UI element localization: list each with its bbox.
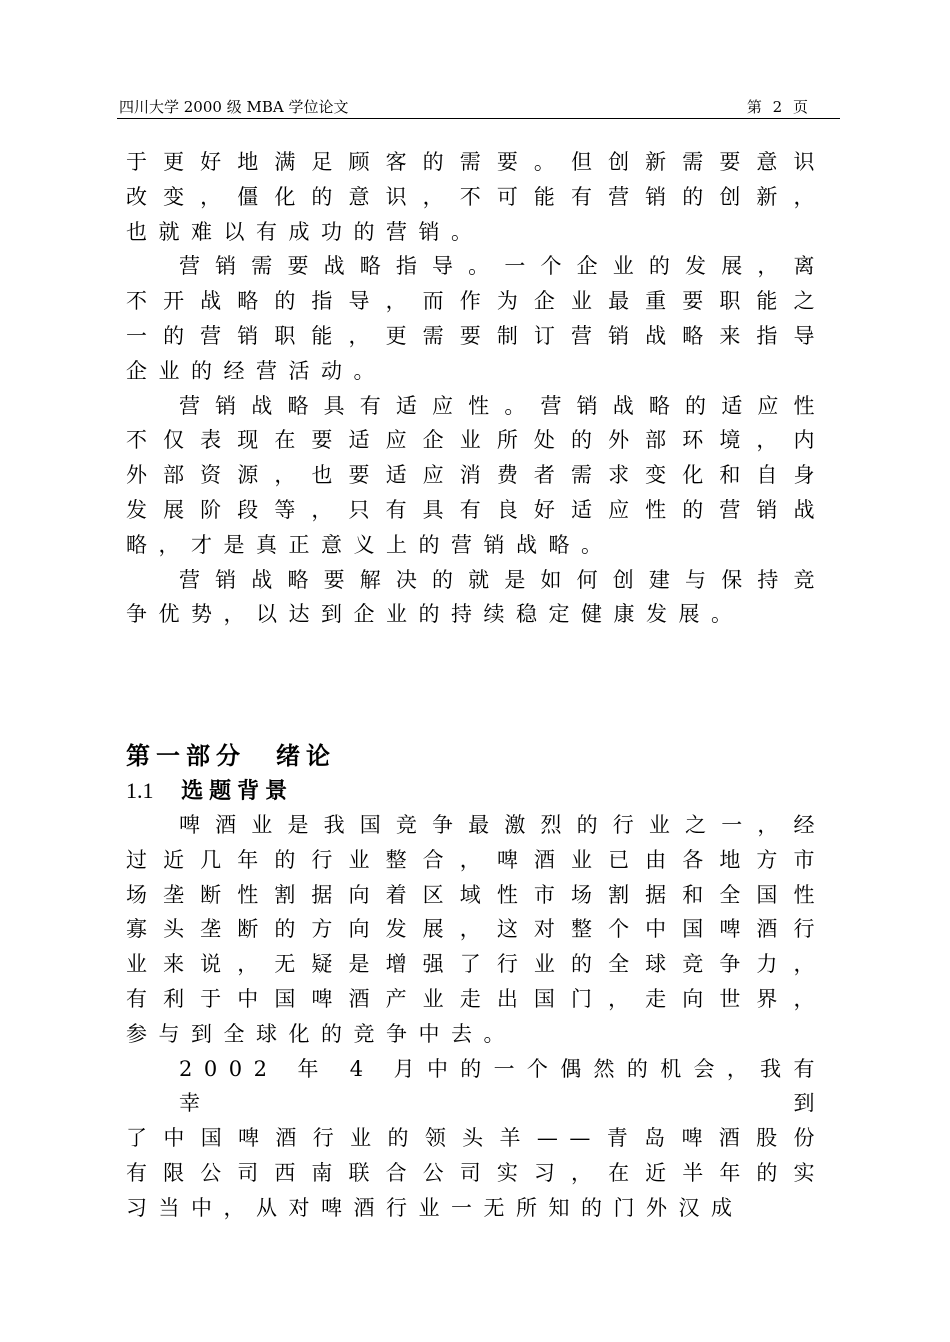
paragraph-line: 场垄断性割据向着区域性市场割据和全国性 [126, 882, 826, 907]
paragraph-line: 啤酒业是我国竞争最激烈的行业之一，经 [179, 813, 826, 837]
paragraph-line: 营销需要战略指导。一个企业的发展，离 [179, 254, 826, 279]
paragraph-line: 习当中，从对啤酒行业一无所知的门外汉成 [126, 1195, 744, 1220]
paragraph [126, 808, 826, 1052]
paragraph-line: 参与到全球化的竞争中去。 [126, 1021, 516, 1046]
section-title: 选题背景 [181, 779, 294, 804]
paragraph [126, 389, 826, 563]
paragraph-line: 过近几年的行业整合，啤酒业已由各地方市 [126, 847, 826, 872]
page-header [117, 96, 840, 119]
paragraph-line: 外部资源，也要适应消费者需求变化和自身 [126, 463, 826, 488]
paragraph-line: 了中国啤酒行业的领头羊——青岛啤酒股份 [126, 1126, 826, 1151]
paragraph [126, 563, 826, 633]
paragraph [126, 145, 826, 249]
chapter-title: 第一部分 绪论 [126, 742, 336, 770]
header-page-number: 第 2 页 [746, 98, 808, 116]
paragraph-line: 营销战略要解决的就是如何创建与保持竞 [179, 567, 826, 592]
paragraph-line: 有限公司西南联合公司实习，在近半年的实 [126, 1160, 826, 1185]
section-heading [126, 774, 293, 805]
paragraph-line: 略，才是真正意义上的营销战略。 [126, 532, 614, 557]
paragraph-line: 改变，僵化的意识，不可能有营销的创新， [126, 184, 826, 209]
paragraph-line: 有利于中国啤酒产业走出国门，走向世界， [126, 986, 826, 1011]
paragraph [126, 249, 826, 388]
paragraph-line: 也就难以有成功的营销。 [126, 219, 484, 244]
paragraph-line: 寡头垄断的方向发展，这对整个中国啤酒行 [126, 917, 826, 942]
paragraph [126, 1052, 826, 1226]
paragraph-line: 发展阶段等，只有具有良好适应性的营销战 [126, 497, 826, 522]
paragraph-line: 不开战略的指导，而作为企业最重要职能之 [126, 289, 826, 314]
paragraph-line: 一的营销职能，更需要制订营销战略来指导 [126, 323, 826, 348]
paragraph-line: 不仅表现在要适应企业所处的外部环境，内 [126, 428, 826, 453]
paragraph-line: 于更好地满足顾客的需要。但创新需要意识 [126, 150, 826, 174]
paragraph-line: 争优势，以达到企业的持续稳定健康发展。 [126, 602, 744, 627]
section-number: 1.1 [126, 778, 154, 803]
paragraph-line: 业来说，无疑是增强了行业的全球竞争力， [126, 952, 826, 977]
paragraph-line: 营销战略具有适应性。营销战略的适应性 [179, 393, 826, 418]
paragraph-line: 企业的经营活动。 [126, 358, 386, 383]
body-text-bottom [126, 808, 826, 1226]
body-text-top [126, 145, 826, 632]
header-thesis-title: 四川大学 2000 级 MBA 学位论文 [119, 98, 349, 116]
paragraph-line: 2002 年 4 月中的一个偶然的机会，我有幸到 [179, 1056, 826, 1116]
